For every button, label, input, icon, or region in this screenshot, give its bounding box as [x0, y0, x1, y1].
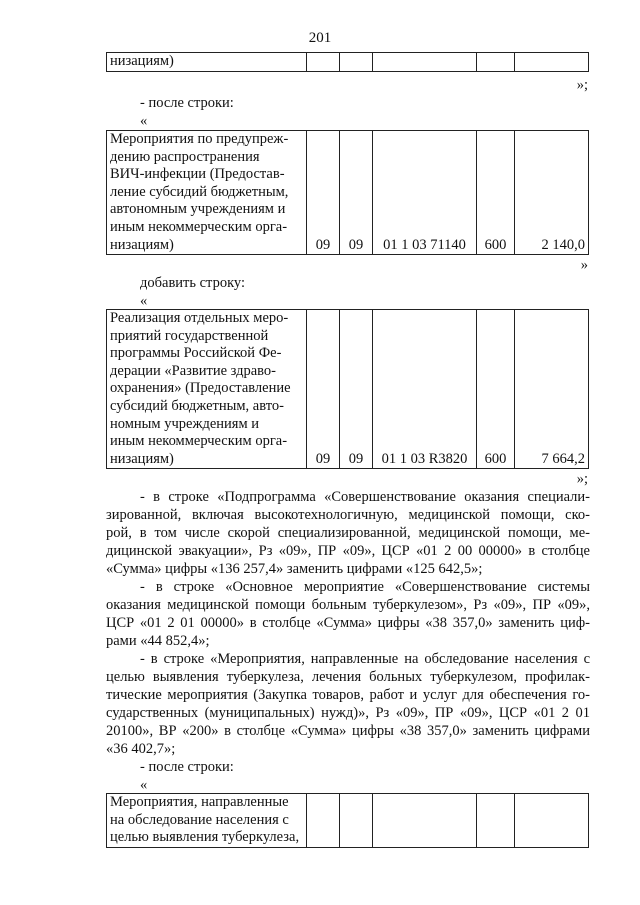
paragraph-line: рами «44 852,4»;	[106, 633, 210, 649]
paragraph-line: - в строке «Основное мероприятие «Совершенствование системы	[140, 579, 590, 595]
pr-cell: 09	[340, 310, 373, 469]
row-name-line: иным некоммерческим орга-	[110, 433, 288, 450]
rz-cell: 09	[307, 310, 340, 469]
row-name-cell	[107, 310, 307, 469]
paragraph-line: зированной, включая высокотехнологичную, медицинской помощи, ско-	[106, 507, 590, 523]
table-row	[107, 794, 589, 848]
row-name-line: Мероприятия, направленные	[110, 794, 289, 810]
vr-cell: 600	[477, 131, 515, 255]
instruction-after-row: - после строки:	[140, 95, 234, 111]
row-name-line: целью выявления туберкулеза,	[110, 829, 300, 846]
rz-cell	[307, 53, 340, 72]
csr-cell: 01 1 03 71140	[373, 131, 477, 255]
row-name-line: охранения» (Предоставление	[110, 380, 291, 397]
row-name-line: Мероприятия по предупреж-	[110, 131, 289, 147]
csr-cell	[373, 53, 477, 72]
row-name-line: автономным учреждениям и	[110, 201, 286, 218]
vr-cell	[477, 794, 515, 848]
paragraph-line: «36 402,7»;	[106, 741, 176, 757]
amendment-paragraph	[106, 650, 590, 758]
pr-cell: 09	[340, 131, 373, 255]
row-name-line: ление субсидий бюджетным,	[110, 183, 289, 200]
budget-table-program	[106, 309, 589, 469]
amendment-paragraph	[106, 488, 590, 578]
row-name-line: дению распространения	[110, 148, 260, 165]
paragraph-line: сударственных (муниципальных) нужд)», Рз «09», ПР «09», ЦСР «01 2 01	[106, 705, 590, 721]
closing-quote: »	[580, 257, 588, 273]
sum-cell: 7 664,2	[515, 310, 589, 469]
closing-quote: »;	[576, 77, 588, 93]
row-name-line: номным учреждениям и	[110, 415, 260, 432]
paragraph-line: рой, в том числе скорой специализированной, медицинской помощи, ме-	[106, 525, 590, 541]
rz-cell: 09	[307, 131, 340, 255]
row-name-line: низациям)	[110, 53, 174, 69]
paragraph-line: оказания медицинской помощи больным туберкулезом», Рз «09», ПР «09»,	[106, 597, 590, 613]
pr-cell	[340, 794, 373, 848]
row-name-line: субсидий бюджетным, авто-	[110, 397, 284, 414]
row-name-line: Реализация отдельных меро-	[110, 310, 289, 326]
opening-quote: «	[140, 777, 148, 793]
closing-quote: »;	[576, 471, 588, 487]
opening-quote: «	[140, 113, 148, 129]
row-name-line: на обследование населения с	[110, 811, 289, 828]
table-row	[107, 53, 589, 72]
vr-cell	[477, 53, 515, 72]
row-name-line: низациям)	[110, 450, 174, 467]
budget-table-hiv	[106, 130, 589, 255]
instruction-after-row: - после строки:	[140, 759, 234, 775]
row-name-cell	[107, 131, 307, 255]
sum-cell: 2 140,0	[515, 131, 589, 255]
budget-table-fragment	[106, 52, 589, 72]
row-name-line: дерации «Развитие здраво-	[110, 362, 276, 379]
paragraph-line: тические мероприятия (Закупка товаров, работ и услуг для обеспечения го-	[106, 687, 590, 703]
pr-cell	[340, 53, 373, 72]
opening-quote: «	[140, 293, 148, 309]
budget-table-tuberculosis	[106, 793, 589, 848]
sum-cell	[515, 794, 589, 848]
paragraph-line: - в строке «Мероприятия, направленные на обследование населения с	[140, 651, 590, 667]
rz-cell	[307, 794, 340, 848]
page-number: 201	[308, 30, 332, 46]
paragraph-line: ЦСР «01 2 01 00000» в столбце «Сумма» цифры «38 357,0» заменить циф-	[106, 615, 590, 631]
csr-cell: 01 1 03 R3820	[373, 310, 477, 469]
paragraph-line: целью выявления туберкулеза, лечения больных туберкулезом, профилак-	[106, 669, 590, 685]
instruction-add-row: добавить строку:	[140, 275, 245, 291]
paragraph-line: - в строке «Подпрограмма «Совершенствование оказания специали-	[140, 489, 590, 505]
row-name-line: иным некоммерческим орга-	[110, 218, 288, 235]
paragraph-line: «Сумма» цифры «136 257,4» заменить цифрами «125 642,5»;	[106, 561, 483, 577]
row-name-cell	[107, 53, 307, 72]
sum-cell	[515, 53, 589, 72]
amendment-paragraph	[106, 578, 590, 650]
row-name-line: низациям)	[110, 236, 174, 253]
table-row	[107, 310, 589, 469]
row-name-cell	[107, 794, 307, 848]
table-row	[107, 131, 589, 255]
csr-cell	[373, 794, 477, 848]
row-name-line: программы Российской Фе-	[110, 345, 282, 362]
row-name-line: приятий государственной	[110, 327, 269, 344]
paragraph-line: 20100», ВР «200» в столбце «Сумма» цифры «38 357,0» заменить цифрами	[106, 723, 590, 739]
row-name-line: ВИЧ-инфекции (Предостав-	[110, 166, 285, 183]
paragraph-line: дицинской эвакуации», Рз «09», ПР «09», ЦСР «01 2 00 00000» в столбце	[106, 543, 590, 559]
vr-cell: 600	[477, 310, 515, 469]
